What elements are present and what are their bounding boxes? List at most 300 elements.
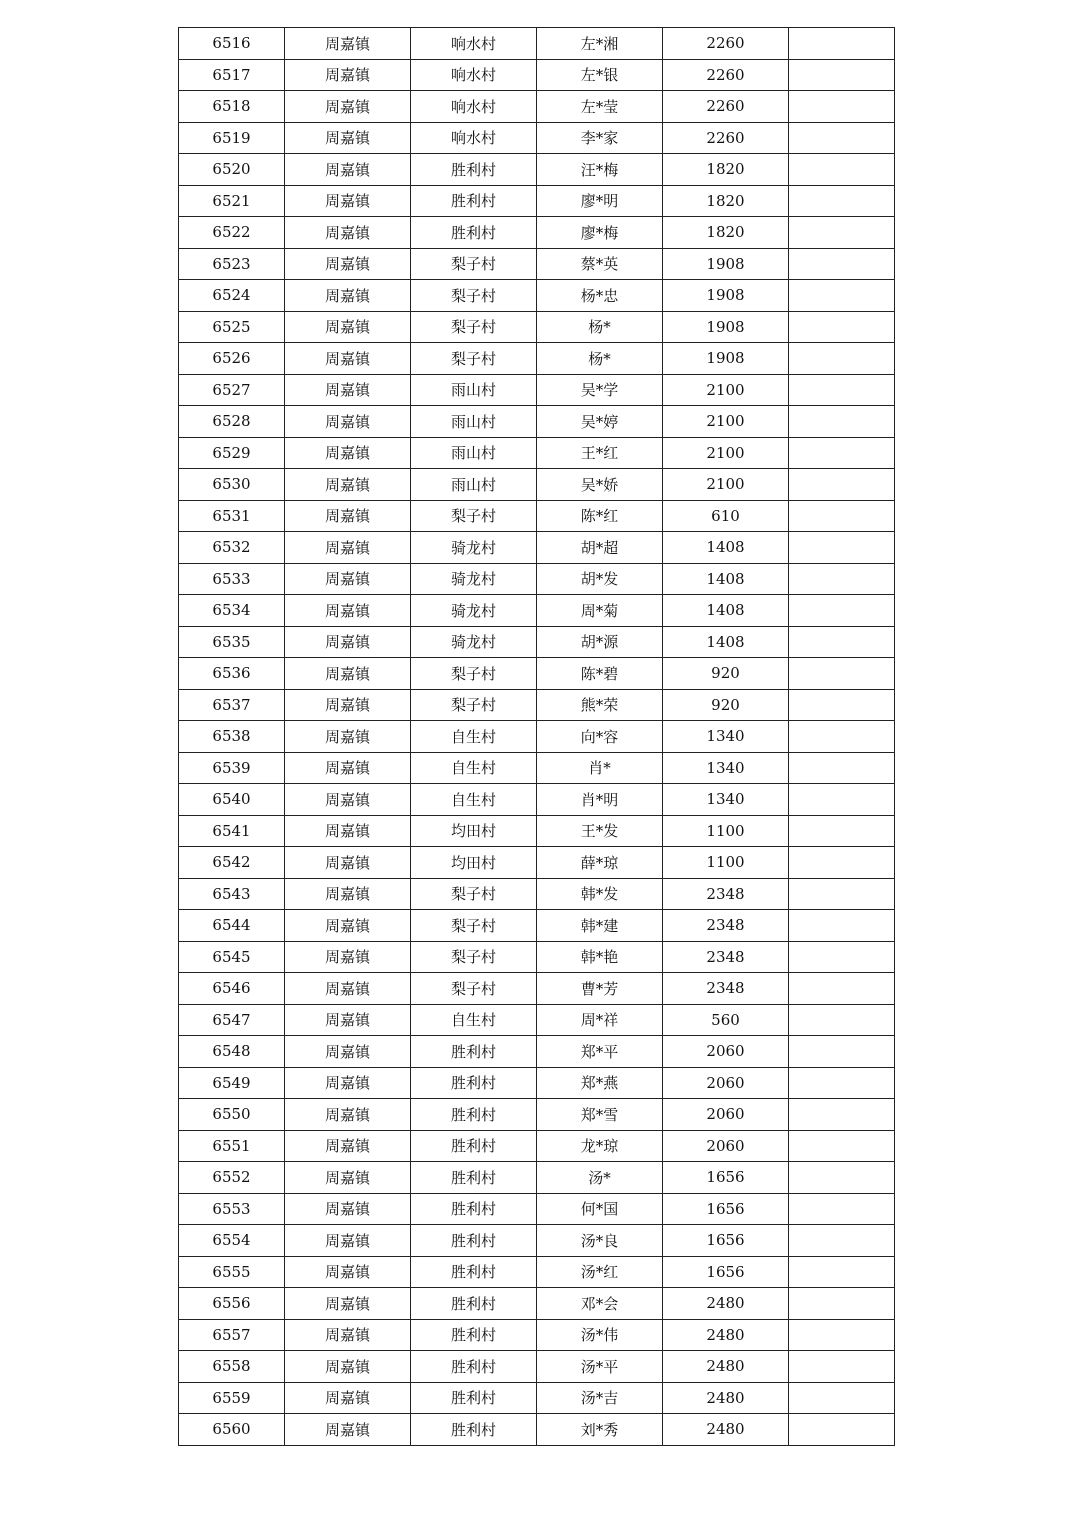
table-row [179,469,895,501]
village-cell: 响水村 [411,91,537,123]
town-cell: 周嘉镇 [285,311,411,343]
village-cell: 雨山村 [411,406,537,438]
serial-number-cell: 6525 [179,311,285,343]
village-cell: 自生村 [411,1004,537,1036]
serial-number-cell: 6551 [179,1130,285,1162]
village-cell: 梨子村 [411,248,537,280]
table-row [179,122,895,154]
amount-cell: 2100 [663,469,789,501]
name-cell: 杨* [537,343,663,375]
amount-cell: 1656 [663,1225,789,1257]
village-cell: 响水村 [411,122,537,154]
village-cell: 梨子村 [411,689,537,721]
name-cell: 王*红 [537,437,663,469]
village-cell: 胜利村 [411,217,537,249]
remarks-cell [789,815,895,847]
serial-number-cell: 6545 [179,941,285,973]
name-cell: 邓*会 [537,1288,663,1320]
serial-number-cell: 6539 [179,752,285,784]
amount-cell: 1908 [663,311,789,343]
town-cell: 周嘉镇 [285,973,411,1005]
table-row [179,311,895,343]
village-cell: 胜利村 [411,1319,537,1351]
name-cell: 郑*燕 [537,1067,663,1099]
town-cell: 周嘉镇 [285,721,411,753]
remarks-cell [789,500,895,532]
town-cell: 周嘉镇 [285,626,411,658]
town-cell: 周嘉镇 [285,689,411,721]
serial-number-cell: 6534 [179,595,285,627]
village-cell: 胜利村 [411,1256,537,1288]
name-cell: 薛*琼 [537,847,663,879]
town-cell: 周嘉镇 [285,1162,411,1194]
name-cell: 韩*发 [537,878,663,910]
table-row [179,1162,895,1194]
name-cell: 胡*超 [537,532,663,564]
town-cell: 周嘉镇 [285,280,411,312]
name-cell: 杨* [537,311,663,343]
remarks-cell [789,941,895,973]
amount-cell: 2480 [663,1382,789,1414]
serial-number-cell: 6533 [179,563,285,595]
village-cell: 胜利村 [411,1193,537,1225]
remarks-cell [789,752,895,784]
town-cell: 周嘉镇 [285,563,411,595]
serial-number-cell: 6532 [179,532,285,564]
serial-number-cell: 6518 [179,91,285,123]
amount-cell: 2060 [663,1099,789,1131]
amount-cell: 2100 [663,437,789,469]
village-cell: 梨子村 [411,910,537,942]
remarks-cell [789,248,895,280]
village-cell: 梨子村 [411,311,537,343]
serial-number-cell: 6523 [179,248,285,280]
roster-table-body [179,28,895,1446]
town-cell: 周嘉镇 [285,343,411,375]
village-cell: 骑龙村 [411,532,537,564]
village-cell: 响水村 [411,28,537,60]
amount-cell: 2348 [663,878,789,910]
serial-number-cell: 6542 [179,847,285,879]
town-cell: 周嘉镇 [285,185,411,217]
remarks-cell [789,1036,895,1068]
town-cell: 周嘉镇 [285,59,411,91]
town-cell: 周嘉镇 [285,532,411,564]
remarks-cell [789,1004,895,1036]
remarks-cell [789,343,895,375]
name-cell: 汪*梅 [537,154,663,186]
village-cell: 胜利村 [411,1225,537,1257]
serial-number-cell: 6538 [179,721,285,753]
name-cell: 韩*艳 [537,941,663,973]
serial-number-cell: 6543 [179,878,285,910]
table-row [179,626,895,658]
table-row [179,532,895,564]
amount-cell: 2480 [663,1319,789,1351]
table-row [179,1288,895,1320]
amount-cell: 1100 [663,815,789,847]
town-cell: 周嘉镇 [285,595,411,627]
remarks-cell [789,406,895,438]
name-cell: 王*发 [537,815,663,847]
town-cell: 周嘉镇 [285,1004,411,1036]
name-cell: 汤*平 [537,1351,663,1383]
town-cell: 周嘉镇 [285,752,411,784]
serial-number-cell: 6524 [179,280,285,312]
name-cell: 郑*雪 [537,1099,663,1131]
remarks-cell [789,185,895,217]
village-cell: 梨子村 [411,343,537,375]
serial-number-cell: 6520 [179,154,285,186]
amount-cell: 2260 [663,91,789,123]
table-row [179,1099,895,1131]
serial-number-cell: 6554 [179,1225,285,1257]
amount-cell: 1408 [663,532,789,564]
amount-cell: 2060 [663,1130,789,1162]
table-row [179,1036,895,1068]
table-row [179,1004,895,1036]
name-cell: 周*菊 [537,595,663,627]
amount-cell: 2480 [663,1351,789,1383]
village-cell: 梨子村 [411,878,537,910]
amount-cell: 1656 [663,1162,789,1194]
name-cell: 陈*碧 [537,658,663,690]
village-cell: 梨子村 [411,500,537,532]
table-row [179,343,895,375]
table-row [179,248,895,280]
table-row [179,752,895,784]
serial-number-cell: 6530 [179,469,285,501]
name-cell: 汤*良 [537,1225,663,1257]
table-row [179,1351,895,1383]
name-cell: 蔡*英 [537,248,663,280]
name-cell: 左*银 [537,59,663,91]
name-cell: 杨*忠 [537,280,663,312]
name-cell: 熊*荣 [537,689,663,721]
village-cell: 胜利村 [411,1162,537,1194]
serial-number-cell: 6557 [179,1319,285,1351]
serial-number-cell: 6540 [179,784,285,816]
serial-number-cell: 6549 [179,1067,285,1099]
remarks-cell [789,721,895,753]
amount-cell: 1908 [663,280,789,312]
remarks-cell [789,122,895,154]
amount-cell: 2060 [663,1036,789,1068]
village-cell: 梨子村 [411,658,537,690]
roster-sheet [178,27,895,1446]
table-row [179,280,895,312]
name-cell: 刘*秀 [537,1414,663,1446]
serial-number-cell: 6546 [179,973,285,1005]
town-cell: 周嘉镇 [285,658,411,690]
amount-cell: 2260 [663,28,789,60]
village-cell: 均田村 [411,847,537,879]
remarks-cell [789,878,895,910]
amount-cell: 1340 [663,721,789,753]
remarks-cell [789,563,895,595]
name-cell: 吴*娇 [537,469,663,501]
amount-cell: 920 [663,658,789,690]
remarks-cell [789,1225,895,1257]
village-cell: 胜利村 [411,1351,537,1383]
table-row [179,721,895,753]
town-cell: 周嘉镇 [285,374,411,406]
serial-number-cell: 6553 [179,1193,285,1225]
name-cell: 向*容 [537,721,663,753]
name-cell: 韩*建 [537,910,663,942]
table-row [179,28,895,60]
amount-cell: 2480 [663,1288,789,1320]
village-cell: 胜利村 [411,1036,537,1068]
town-cell: 周嘉镇 [285,1351,411,1383]
remarks-cell [789,1099,895,1131]
serial-number-cell: 6544 [179,910,285,942]
name-cell: 廖*明 [537,185,663,217]
table-row [179,1414,895,1446]
serial-number-cell: 6560 [179,1414,285,1446]
village-cell: 梨子村 [411,941,537,973]
remarks-cell [789,784,895,816]
serial-number-cell: 6536 [179,658,285,690]
table-row [179,1067,895,1099]
remarks-cell [789,311,895,343]
town-cell: 周嘉镇 [285,878,411,910]
village-cell: 自生村 [411,752,537,784]
table-row [179,374,895,406]
name-cell: 肖*明 [537,784,663,816]
remarks-cell [789,847,895,879]
village-cell: 胜利村 [411,1099,537,1131]
name-cell: 左*湘 [537,28,663,60]
village-cell: 梨子村 [411,973,537,1005]
remarks-cell [789,469,895,501]
remarks-cell [789,437,895,469]
name-cell: 陈*红 [537,500,663,532]
serial-number-cell: 6537 [179,689,285,721]
name-cell: 吴*学 [537,374,663,406]
name-cell: 吴*婷 [537,406,663,438]
town-cell: 周嘉镇 [285,469,411,501]
town-cell: 周嘉镇 [285,1130,411,1162]
table-row [179,941,895,973]
table-row [179,878,895,910]
table-row [179,658,895,690]
table-row [179,689,895,721]
name-cell: 廖*梅 [537,217,663,249]
table-row [179,1193,895,1225]
table-row [179,500,895,532]
amount-cell: 1908 [663,248,789,280]
serial-number-cell: 6529 [179,437,285,469]
town-cell: 周嘉镇 [285,1067,411,1099]
table-row [179,406,895,438]
village-cell: 胜利村 [411,1067,537,1099]
serial-number-cell: 6547 [179,1004,285,1036]
village-cell: 胜利村 [411,1288,537,1320]
town-cell: 周嘉镇 [285,1256,411,1288]
town-cell: 周嘉镇 [285,784,411,816]
amount-cell: 1408 [663,595,789,627]
remarks-cell [789,532,895,564]
serial-number-cell: 6516 [179,28,285,60]
remarks-cell [789,689,895,721]
roster-table [178,27,895,1446]
name-cell: 何*国 [537,1193,663,1225]
serial-number-cell: 6559 [179,1382,285,1414]
amount-cell: 1340 [663,784,789,816]
amount-cell: 2260 [663,122,789,154]
table-row [179,595,895,627]
remarks-cell [789,595,895,627]
remarks-cell [789,28,895,60]
village-cell: 雨山村 [411,469,537,501]
name-cell: 肖* [537,752,663,784]
town-cell: 周嘉镇 [285,1288,411,1320]
name-cell: 汤*伟 [537,1319,663,1351]
remarks-cell [789,374,895,406]
town-cell: 周嘉镇 [285,941,411,973]
town-cell: 周嘉镇 [285,122,411,154]
serial-number-cell: 6527 [179,374,285,406]
town-cell: 周嘉镇 [285,437,411,469]
serial-number-cell: 6541 [179,815,285,847]
village-cell: 骑龙村 [411,563,537,595]
amount-cell: 2348 [663,910,789,942]
amount-cell: 1100 [663,847,789,879]
table-row [179,910,895,942]
remarks-cell [789,217,895,249]
amount-cell: 1820 [663,217,789,249]
remarks-cell [789,59,895,91]
remarks-cell [789,1351,895,1383]
name-cell: 曹*芳 [537,973,663,1005]
name-cell: 汤*红 [537,1256,663,1288]
village-cell: 自生村 [411,784,537,816]
serial-number-cell: 6521 [179,185,285,217]
serial-number-cell: 6548 [179,1036,285,1068]
serial-number-cell: 6535 [179,626,285,658]
table-row [179,1256,895,1288]
remarks-cell [789,973,895,1005]
remarks-cell [789,1319,895,1351]
table-row [179,185,895,217]
town-cell: 周嘉镇 [285,815,411,847]
remarks-cell [789,280,895,312]
remarks-cell [789,1288,895,1320]
amount-cell: 2100 [663,406,789,438]
serial-number-cell: 6550 [179,1099,285,1131]
town-cell: 周嘉镇 [285,847,411,879]
amount-cell: 2348 [663,941,789,973]
town-cell: 周嘉镇 [285,154,411,186]
serial-number-cell: 6519 [179,122,285,154]
name-cell: 龙*琼 [537,1130,663,1162]
name-cell: 汤*吉 [537,1382,663,1414]
remarks-cell [789,1414,895,1446]
village-cell: 胜利村 [411,185,537,217]
amount-cell: 1656 [663,1193,789,1225]
table-row [179,1130,895,1162]
table-row [179,217,895,249]
amount-cell: 610 [663,500,789,532]
village-cell: 梨子村 [411,280,537,312]
amount-cell: 1656 [663,1256,789,1288]
table-row [179,59,895,91]
table-row [179,1382,895,1414]
name-cell: 胡*源 [537,626,663,658]
village-cell: 自生村 [411,721,537,753]
serial-number-cell: 6531 [179,500,285,532]
town-cell: 周嘉镇 [285,1099,411,1131]
amount-cell: 2060 [663,1067,789,1099]
village-cell: 胜利村 [411,1414,537,1446]
remarks-cell [789,1256,895,1288]
village-cell: 骑龙村 [411,626,537,658]
village-cell: 胜利村 [411,1130,537,1162]
town-cell: 周嘉镇 [285,1319,411,1351]
town-cell: 周嘉镇 [285,406,411,438]
remarks-cell [789,910,895,942]
amount-cell: 2100 [663,374,789,406]
table-row [179,563,895,595]
name-cell: 左*莹 [537,91,663,123]
remarks-cell [789,658,895,690]
amount-cell: 560 [663,1004,789,1036]
table-row [179,784,895,816]
village-cell: 胜利村 [411,1382,537,1414]
town-cell: 周嘉镇 [285,500,411,532]
name-cell: 郑*平 [537,1036,663,1068]
name-cell: 李*家 [537,122,663,154]
table-row [179,847,895,879]
amount-cell: 2480 [663,1414,789,1446]
amount-cell: 1408 [663,563,789,595]
amount-cell: 2260 [663,59,789,91]
town-cell: 周嘉镇 [285,1414,411,1446]
village-cell: 雨山村 [411,437,537,469]
amount-cell: 920 [663,689,789,721]
town-cell: 周嘉镇 [285,28,411,60]
remarks-cell [789,154,895,186]
serial-number-cell: 6528 [179,406,285,438]
village-cell: 响水村 [411,59,537,91]
serial-number-cell: 6552 [179,1162,285,1194]
village-cell: 胜利村 [411,154,537,186]
amount-cell: 1340 [663,752,789,784]
town-cell: 周嘉镇 [285,248,411,280]
amount-cell: 2348 [663,973,789,1005]
amount-cell: 1908 [663,343,789,375]
remarks-cell [789,1162,895,1194]
remarks-cell [789,626,895,658]
town-cell: 周嘉镇 [285,1193,411,1225]
table-row [179,437,895,469]
town-cell: 周嘉镇 [285,91,411,123]
village-cell: 骑龙村 [411,595,537,627]
town-cell: 周嘉镇 [285,1036,411,1068]
amount-cell: 1408 [663,626,789,658]
remarks-cell [789,1193,895,1225]
amount-cell: 1820 [663,185,789,217]
town-cell: 周嘉镇 [285,1225,411,1257]
town-cell: 周嘉镇 [285,217,411,249]
serial-number-cell: 6556 [179,1288,285,1320]
town-cell: 周嘉镇 [285,910,411,942]
serial-number-cell: 6555 [179,1256,285,1288]
remarks-cell [789,1067,895,1099]
serial-number-cell: 6526 [179,343,285,375]
table-row [179,1319,895,1351]
